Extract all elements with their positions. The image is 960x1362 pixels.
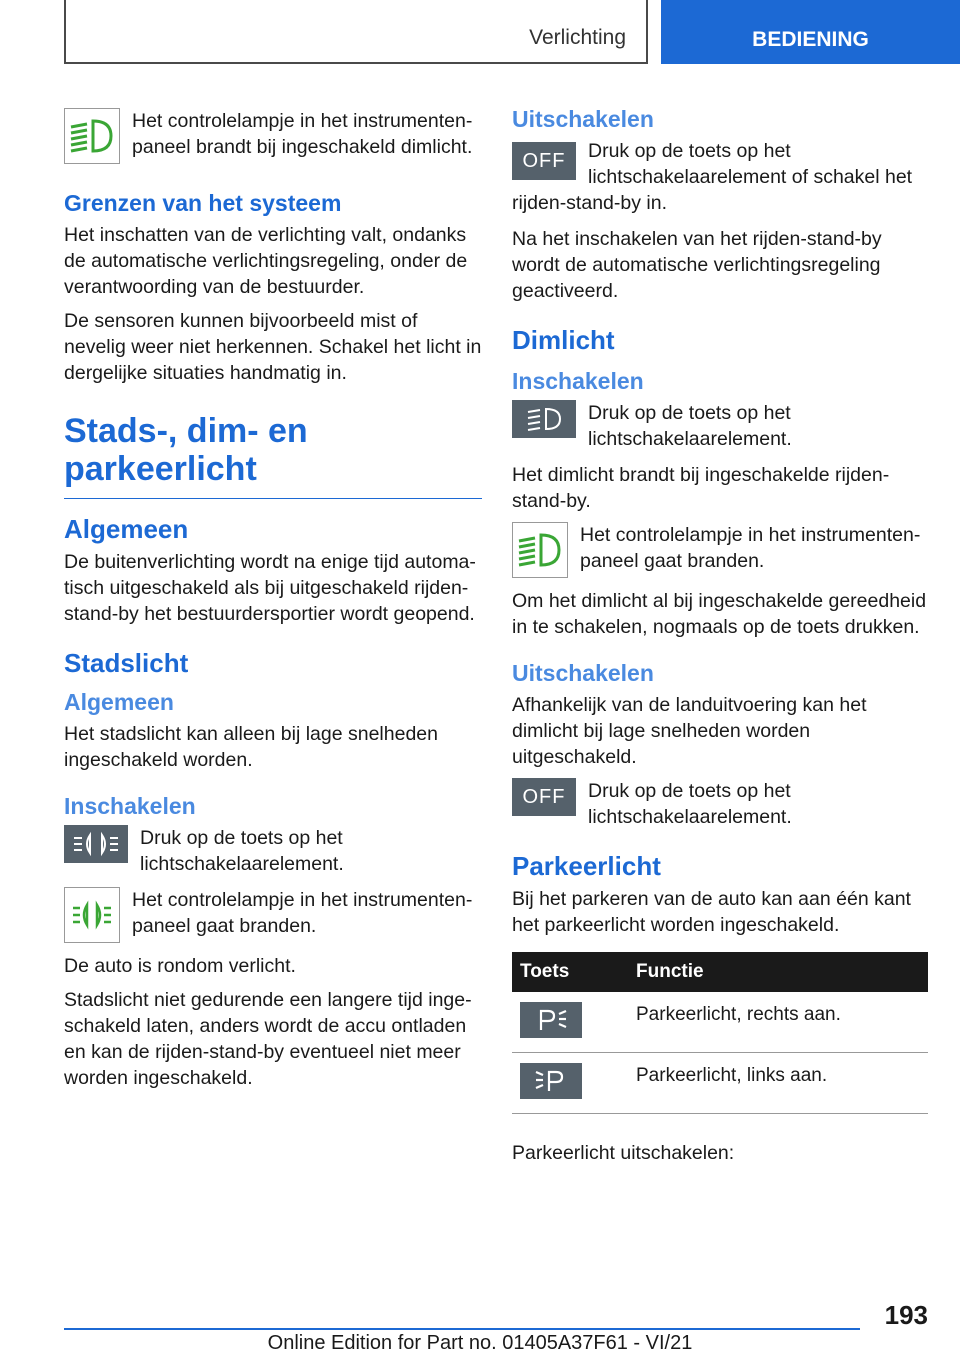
limits-heading: Grenzen van het systeem — [64, 190, 342, 216]
low-on-text: Druk op de toets op het lichtschakelaarelement. — [588, 402, 792, 450]
low-beam-button-icon — [512, 400, 576, 438]
right-column — [512, 104, 930, 1174]
footer-divider — [64, 1328, 860, 1330]
parking-light-left-icon — [520, 1063, 582, 1099]
off-button: OFF — [512, 142, 576, 180]
low-off-button: OFF — [512, 778, 576, 816]
table-cell-function: Parkeerlicht, links aan. — [628, 1053, 928, 1114]
parking-off-paragraph: Parkeerlicht uitschakelen: — [512, 1142, 735, 1164]
low-beam-indicator-icon — [64, 108, 120, 164]
parking-light-right-icon — [520, 1002, 582, 1038]
city-indicator-text: Het controlelampje in het instrumentenpaneel gaat branden. — [132, 889, 473, 937]
parking-paragraph: Bij het parkeren van de auto kan aan één kant het parkeerlicht worden ingeschakeld. — [512, 888, 911, 936]
table-cell-icon — [512, 1053, 628, 1114]
left-column — [64, 104, 482, 1099]
city-light-heading: Stadslicht — [64, 648, 189, 678]
table-cell-function: Parkeerlicht, rechts aan. — [628, 992, 928, 1053]
parking-light-heading: Parkeerlicht — [512, 851, 661, 881]
table-header-function: Functie — [628, 952, 928, 992]
city-on-text: Druk op de toets op het lichtschakelaarelement. — [140, 827, 344, 875]
low-paragraph-2: Om het dimlicht al bij ingeschakelde gereedheid in te schakelen, nogmaals op de toets drukken. — [512, 590, 927, 638]
low-off-heading: Uitschakelen — [512, 660, 654, 686]
section-title: Verlichting — [529, 26, 626, 49]
city-light-indicator-icon — [64, 887, 120, 943]
city-light-button-icon — [64, 825, 128, 863]
low-on-row — [512, 400, 930, 452]
limits-paragraph-1: Het inschatten van de verlichting valt, ondanks de automatische verlichtingsregeling, onder de verantwoording van de bestuurder. — [64, 224, 468, 298]
table-header-row — [512, 952, 928, 992]
general-heading: Algemeen — [64, 514, 189, 544]
header-frame — [64, 0, 648, 64]
table-row — [512, 1053, 928, 1114]
table-header-key: Toets — [512, 952, 628, 992]
page-number: 193 — [884, 1300, 928, 1330]
city-paragraph-2: Stadslicht niet gedurende een langere tijd ingeschakeld laten, anders wordt de accu ontladen en kan de rijden-stand-by eventueel niet meer worden ingeschakeld. — [64, 989, 472, 1089]
low-off-text: Druk op de toets op het lichtschakelaarelement. — [588, 780, 792, 828]
low-off-paragraph: Afhankelijk van de landuitvoering kan het dimlicht bij lage snelheden worden uitgeschakeld. — [512, 694, 867, 768]
limits-paragraph-2: De sensoren kunnen bijvoorbeeld mist of nevelig weer niet herkennen. Schakel het licht in dergelijke situaties handmatig in. — [64, 310, 482, 384]
city-indicator-row — [64, 887, 482, 943]
off-paragraph: Na het inschakelen van het rijden-stand-by wordt de automatische verlichtingsregeling geactiveerd. — [512, 228, 882, 302]
table-cell-icon — [512, 992, 628, 1053]
city-paragraph-1: De auto is rondom verlicht. — [64, 955, 296, 977]
city-general-heading: Algemeen — [64, 689, 174, 715]
low-beam-indicator-icon-2 — [512, 522, 568, 578]
city-general-paragraph: Het stadslicht kan alleen bij lage snelheden ingeschakeld worden. — [64, 723, 438, 771]
city-on-heading: Inschakelen — [64, 793, 196, 819]
low-beam-indicator-row — [64, 108, 482, 164]
parking-light-table — [512, 952, 928, 1114]
heading-divider — [64, 498, 482, 499]
low-indicator-text: Het controlelampje in het instrumentenpaneel gaat branden. — [580, 524, 921, 572]
off-row — [512, 138, 930, 216]
low-off-row — [512, 778, 930, 830]
low-indicator-row — [512, 522, 930, 578]
general-paragraph: De buitenverlichting wordt na enige tijd automatisch uitgeschakeld als bij uitgeschakeld rijden-stand-by het bestuurdersportier wordt geopend. — [64, 551, 476, 625]
chapter-tab[interactable]: BEDIENING — [661, 0, 960, 64]
off-text: Druk op de toets op het lichtschakelaarelement of schakel het rijden-stand-by in. — [512, 140, 913, 214]
off-heading: Uitschakelen — [512, 106, 654, 132]
low-on-heading: Inschakelen — [512, 368, 644, 394]
table-row — [512, 992, 928, 1053]
low-beam-indicator-text: Het controlelampje in het instrumentenpaneel brandt bij ingeschakeld dimlicht. — [132, 110, 473, 158]
city-on-row — [64, 825, 482, 877]
low-beam-heading: Dimlicht — [512, 325, 615, 355]
low-paragraph-1: Het dimlicht brandt bij ingeschakelde rijden-stand-by. — [512, 464, 890, 512]
main-heading: Stads-, dim- en parkeerlicht — [64, 412, 308, 488]
edition-text: Online Edition for Part no. 01405A37F61 - VI/21 — [267, 1332, 693, 1354]
